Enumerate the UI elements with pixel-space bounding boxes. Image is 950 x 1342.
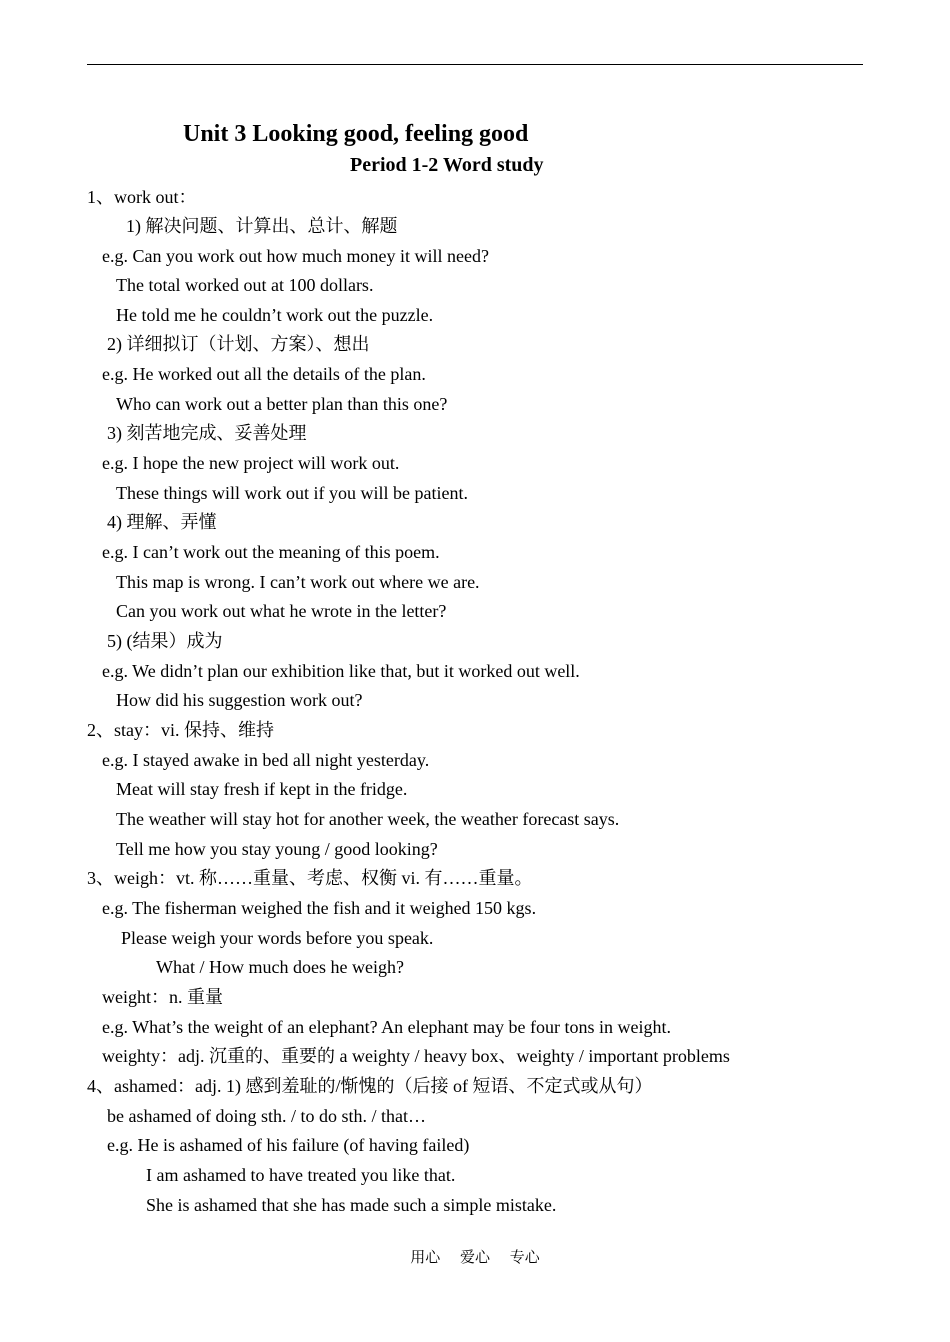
header-rule xyxy=(87,64,863,65)
text-line: 2) 详细拟订（计划、方案）、想出 xyxy=(107,334,370,354)
text-line: Can you work out what he wrote in the letter? xyxy=(116,601,447,621)
text-line: How did his suggestion work out? xyxy=(116,690,363,710)
page-footer xyxy=(0,1246,950,1267)
text-line: e.g. We didn’t plan our exhibition like that, but it worked out well. xyxy=(102,661,580,681)
text-line: weight：n. 重量 xyxy=(102,987,223,1007)
text-line: The total worked out at 100 dollars. xyxy=(116,275,374,295)
text-line: What / How much does he weigh? xyxy=(156,957,404,977)
text-line: The weather will stay hot for another week, the weather forecast says. xyxy=(116,809,620,829)
text-line: e.g. He is ashamed of his failure (of having failed) xyxy=(107,1135,470,1155)
text-line: 2、stay：vi. 保持、维持 xyxy=(87,720,274,740)
text-line: e.g. I stayed awake in bed all night yesterday. xyxy=(102,750,430,770)
text-line: e.g. The fisherman weighed the fish and it weighed 150 kgs. xyxy=(102,898,537,918)
text-line: weighty：adj. 沉重的、重要的 a weighty / heavy box、weighty / important problems xyxy=(102,1046,730,1066)
text-line: She is ashamed that she has made such a simple mistake. xyxy=(146,1195,557,1215)
text-line: e.g. He worked out all the details of the plan. xyxy=(102,364,426,384)
text-line: 1) 解决问题、计算出、总计、解题 xyxy=(126,216,398,236)
footer-word: 用心 xyxy=(410,1250,441,1266)
text-line: 3、weigh：vt. 称……重量、考虑、权衡 vi. 有……重量。 xyxy=(87,868,533,888)
footer-word: 专心 xyxy=(509,1250,540,1266)
text-line: Tell me how you stay young / good looking? xyxy=(116,839,438,859)
text-line: I am ashamed to have treated you like that. xyxy=(146,1165,456,1185)
text-line: 4) 理解、弄懂 xyxy=(107,512,217,532)
text-line: e.g. What’s the weight of an elephant? An elephant may be four tons in weight. xyxy=(102,1017,672,1037)
text-line: 4、ashamed：adj. 1) 感到羞耻的/惭愧的（后接 of 短语、不定式或从句） xyxy=(87,1076,653,1096)
text-line: He told me he couldn’t work out the puzzle. xyxy=(116,305,434,325)
text-line: be ashamed of doing sth. / to do sth. / that… xyxy=(107,1106,426,1126)
page-title: Unit 3 Looking good, feeling good xyxy=(183,121,529,147)
text-line: 3) 刻苦地完成、妥善处理 xyxy=(107,423,307,443)
text-line: e.g. I hope the new project will work out. xyxy=(102,453,400,473)
text-line: 1、work out： xyxy=(87,187,197,207)
text-line: e.g. Can you work out how much money it will need? xyxy=(102,246,489,266)
text-line: This map is wrong. I can’t work out where we are. xyxy=(116,572,480,592)
footer-word: 爱心 xyxy=(459,1250,490,1266)
text-line: e.g. I can’t work out the meaning of this poem. xyxy=(102,542,440,562)
page-subtitle: Period 1-2 Word study xyxy=(350,154,544,176)
text-line: Who can work out a better plan than this one? xyxy=(116,394,448,414)
text-line: Please weigh your words before you speak. xyxy=(121,928,434,948)
text-line: 5) (结果）成为 xyxy=(107,631,223,651)
text-line: Meat will stay fresh if kept in the fridge. xyxy=(116,779,408,799)
text-line: These things will work out if you will be patient. xyxy=(116,483,468,503)
